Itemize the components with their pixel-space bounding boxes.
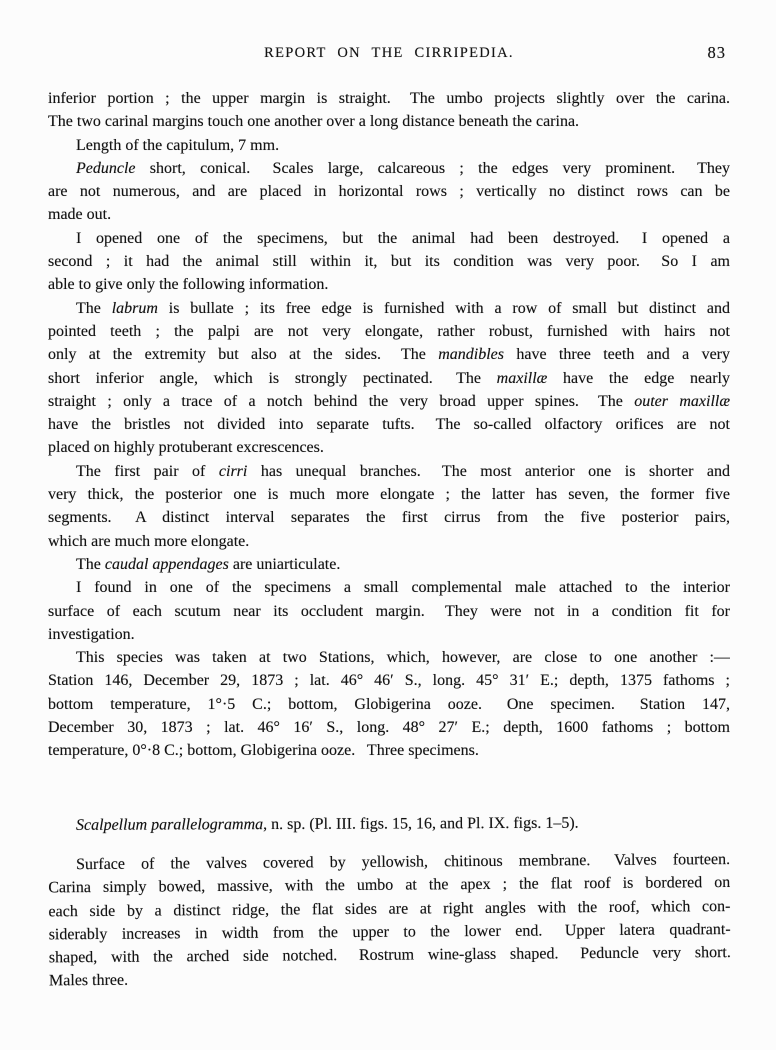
text-run: each side by a distinct ridge, the flat sides are at right angles with the roof, which con- bbox=[48, 897, 731, 920]
text-run: The bbox=[76, 299, 112, 317]
text-run: which are much more elongate. bbox=[48, 532, 250, 550]
text-run: siderably increases in width from the upper to the lower end. Upper latera quadrant- bbox=[48, 920, 731, 944]
text-line bbox=[48, 87, 730, 110]
text-line bbox=[48, 390, 730, 413]
text-run: surface of each scutum near its occludent margin. They were not in a condition fit for bbox=[48, 602, 730, 620]
text-run: I found in one of the specimens a small complemental male attached to the interior bbox=[76, 579, 730, 597]
text-run: short inferior angle, which is strongly pectinated. The bbox=[48, 369, 497, 387]
text-line bbox=[48, 530, 730, 553]
text-line bbox=[48, 693, 730, 716]
text-line bbox=[48, 600, 730, 623]
text-line bbox=[48, 506, 730, 529]
text-body bbox=[48, 87, 730, 988]
paragraph bbox=[48, 848, 731, 993]
text-run: bottom temperature, 1°·5 C.; bottom, Globigerina ooze. One specimen. Station 147, bbox=[48, 695, 730, 713]
text-run: I opened one of the specimens, but the animal had been destroyed. I opened a bbox=[76, 229, 730, 247]
text-run: have three teeth and a very bbox=[504, 346, 730, 364]
italic-text-run: cirri bbox=[218, 462, 248, 480]
text-line bbox=[48, 134, 730, 157]
text-run: straight ; only a trace of a notch behind the very broad upper spines. The bbox=[48, 392, 635, 410]
text-run: short, conical. Scales large, calcareous ; the edges very prominent. They bbox=[135, 159, 730, 177]
text-line bbox=[48, 669, 730, 692]
italic-text-run: labrum bbox=[111, 299, 158, 317]
text-line bbox=[48, 157, 730, 180]
page-number: 83 bbox=[707, 43, 726, 62]
text-run: Length of the capitulum, 7 mm. bbox=[76, 136, 280, 154]
paragraph bbox=[48, 553, 730, 576]
text-line bbox=[48, 483, 730, 506]
paragraph bbox=[48, 157, 730, 227]
text-run: The two carinal margins touch one another over a long distance beneath the carina. bbox=[48, 113, 580, 131]
italic-text-run: outer maxillæ bbox=[634, 392, 730, 410]
text-line bbox=[48, 553, 730, 576]
text-run: Males three. bbox=[48, 972, 129, 990]
text-run: are uniarticulate. bbox=[228, 555, 341, 573]
text-line bbox=[48, 203, 730, 226]
text-line bbox=[48, 623, 730, 646]
text-run: Surface of the valves covered by yellowish, chitinous membrane. Valves fourteen. bbox=[76, 850, 731, 874]
species-heading bbox=[48, 811, 730, 837]
text-run: only at the extremity but also at the sides. The bbox=[48, 346, 439, 364]
text-run: This species was taken at two Stations, which, however, are close to one another :— bbox=[76, 649, 730, 667]
text-line bbox=[48, 297, 730, 320]
text-run: is bullate ; its free edge is furnished with a row of small but distinct and bbox=[157, 299, 730, 317]
text-run: Carina simply bowed, massive, with the umbo at the apex ; the flat roof is bordered on bbox=[48, 874, 731, 897]
text-line bbox=[48, 460, 730, 483]
paragraph bbox=[48, 227, 730, 297]
italic-text-run: Peduncle bbox=[76, 159, 136, 177]
paragraph bbox=[48, 576, 730, 646]
text-run: able to give only the following information. bbox=[48, 276, 329, 294]
text-run: pointed teeth ; the palpi are not very elongate, rather robust, furnished with hairs not bbox=[48, 322, 730, 340]
text-run: segments. A distinct interval separates the first cirrus from the five posterior pairs, bbox=[48, 509, 730, 527]
text-run: have the edge nearly bbox=[547, 369, 730, 387]
text-run: December 30, 1873 ; lat. 46° 16′ S., long. 48° 27′ E.; depth, 1600 fathoms ; bottom bbox=[48, 719, 730, 737]
text-line bbox=[48, 227, 730, 250]
text-line bbox=[48, 320, 730, 343]
italic-text-run: caudal appendages bbox=[104, 555, 229, 573]
text-line bbox=[48, 811, 730, 837]
text-run: very thick, the posterior one is much more elongate ; the latter has seven, the former five bbox=[48, 486, 730, 504]
text-line bbox=[48, 367, 730, 390]
paragraph bbox=[48, 87, 730, 134]
text-line bbox=[48, 646, 730, 669]
text-line bbox=[48, 250, 730, 273]
text-line bbox=[48, 576, 730, 599]
text-run: The bbox=[76, 555, 105, 573]
paragraph bbox=[48, 646, 730, 762]
text-line bbox=[48, 716, 730, 739]
text-line bbox=[48, 110, 730, 133]
text-line bbox=[49, 964, 731, 993]
running-title: REPORT ON THE CIRRIPEDIA. bbox=[264, 45, 514, 61]
text-run: The first pair of bbox=[76, 462, 219, 480]
text-run: inferior portion ; the upper margin is straight. The umbo projects slightly over the carina. bbox=[48, 90, 730, 107]
text-run: , n. sp. (Pl. III. figs. 15, 16, and Pl. IX. figs. 1–5). bbox=[263, 814, 579, 833]
italic-text-run: maxillæ bbox=[496, 369, 548, 387]
text-line bbox=[48, 739, 730, 762]
paragraph bbox=[48, 297, 730, 460]
text-run: temperature, 0°·8 C.; bottom, Globigerina ooze. Three specimens. bbox=[48, 742, 479, 760]
text-line bbox=[48, 180, 730, 203]
text-line bbox=[48, 413, 730, 436]
italic-text-run: mandibles bbox=[438, 346, 505, 364]
text-line bbox=[48, 273, 730, 296]
page-header bbox=[48, 45, 730, 67]
text-line bbox=[48, 436, 730, 459]
text-run: shaped, with the arched side notched. Rostrum wine-glass shaped. Peduncle very short. bbox=[48, 944, 731, 967]
text-run: Station 146, December 29, 1873 ; lat. 46° 46′ S., long. 45° 31′ E.; depth, 1375 fathoms ; bbox=[48, 672, 730, 690]
paragraph bbox=[48, 460, 730, 553]
text-run: have the bristles not divided into separate tufts. The so-called olfactory orifices are not bbox=[48, 416, 730, 434]
italic-text-run: Scalpellum parallelogramma bbox=[75, 815, 264, 834]
text-run: investigation. bbox=[48, 625, 135, 643]
text-run: second ; it had the animal still within it, but its condition was very poor. So I am bbox=[48, 253, 730, 271]
text-line bbox=[48, 343, 730, 366]
text-run: has unequal branches. The most anterior one is shorter and bbox=[247, 462, 730, 480]
text-run: made out. bbox=[48, 206, 112, 224]
text-run: are not numerous, and are placed in horizontal rows ; vertically no distinct rows can be bbox=[48, 183, 730, 201]
text-run: placed on highly protuberant excrescences. bbox=[48, 439, 324, 457]
paragraph bbox=[48, 134, 730, 157]
